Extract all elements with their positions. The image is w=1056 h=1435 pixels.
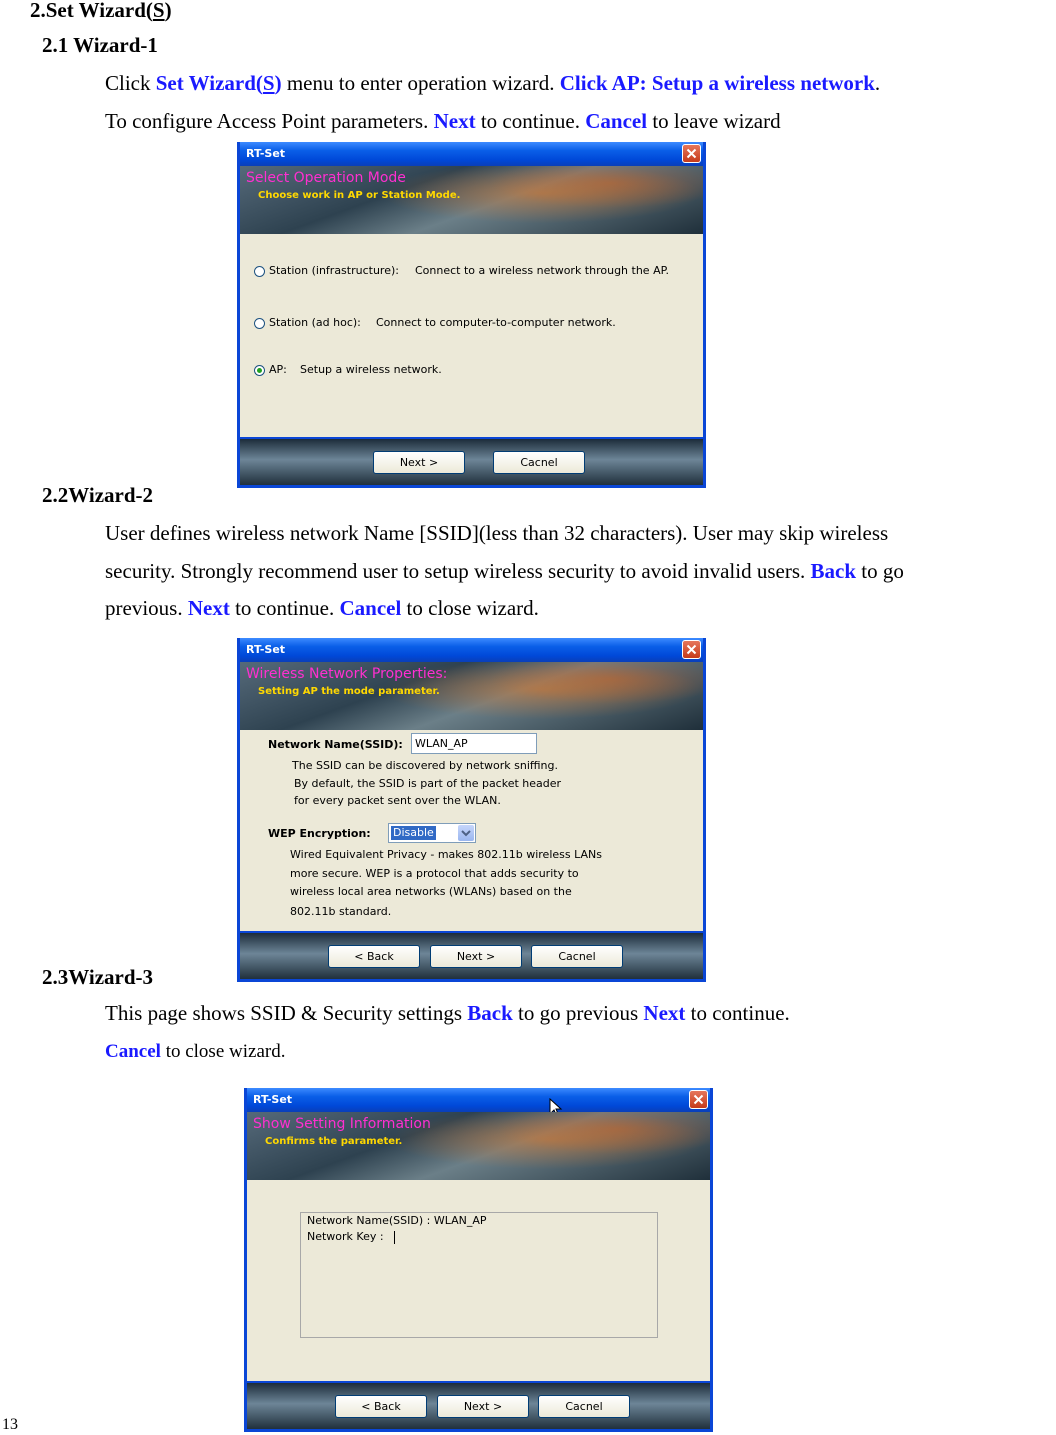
window-title: RT-Set: [246, 147, 286, 160]
highlight-next: Next: [643, 1001, 686, 1025]
option-station-infrastructure-label: Station (infrastructure):: [269, 264, 399, 277]
radio-station-infrastructure[interactable]: [254, 266, 265, 277]
close-button[interactable]: [689, 1090, 708, 1109]
text-run: security. Strongly recommend user to setup wireless security to avoid invalid users.: [105, 558, 811, 583]
close-button[interactable]: [682, 144, 701, 163]
wep-encryption-select[interactable]: [388, 823, 476, 843]
wizard3-line1: [105, 995, 790, 1033]
dialog-banner: [240, 166, 703, 234]
wizard1-paragraph: [105, 65, 880, 140]
wep-help-line: Wired Equivalent Privacy - makes 802.11b wireless LANs: [290, 848, 602, 861]
wep-help-line: 802.11b standard.: [290, 905, 392, 918]
highlight-cancel: Cancel: [105, 1040, 161, 1062]
cancel-button[interactable]: Cacnel: [538, 1395, 630, 1418]
text-run: to close wizard.: [401, 596, 539, 620]
banner-subtitle: Confirms the parameter.: [265, 1136, 403, 1147]
banner-subtitle: Choose work in AP or Station Mode.: [258, 190, 461, 201]
highlight-next: Next: [187, 596, 230, 620]
close-icon: [683, 641, 700, 658]
text-run: S: [262, 71, 275, 95]
dialog-titlebar: [247, 1088, 710, 1112]
option-station-adhoc-label: Station (ad hoc):: [269, 316, 361, 329]
text-run: Click: [105, 71, 156, 95]
text-run: previous.: [105, 596, 188, 620]
text-caret: [394, 1231, 395, 1244]
dialog-banner: [247, 1112, 710, 1180]
info-line-ssid: Network Name(SSID) : WLAN_AP: [307, 1214, 487, 1227]
text-run: ): [274, 71, 282, 95]
chevron-down-icon: [458, 825, 474, 841]
text-run: menu to enter operation wizard.: [281, 71, 560, 95]
close-icon: [683, 145, 700, 162]
close-button[interactable]: [682, 640, 701, 659]
section-heading: [30, 0, 172, 23]
banner-title: Wireless Network Properties:: [246, 666, 448, 682]
option-ap-label: AP:: [269, 363, 287, 376]
section-heading-close: ): [164, 0, 172, 22]
highlight-cancel: Cancel: [339, 596, 402, 620]
text-run: to close wizard.: [160, 1040, 286, 1062]
window-title: RT-Set: [246, 643, 286, 656]
wizard1-heading: 2.1 Wizard-1: [42, 33, 158, 57]
wizard1-dialog: [237, 142, 706, 488]
wizard1-line1: [105, 65, 880, 103]
option-station-infrastructure-desc: Connect to a wireless network through the AP.: [415, 264, 670, 277]
text-run: Set Wizard(: [155, 71, 263, 95]
back-button[interactable]: < Back: [335, 1395, 427, 1418]
dialog-button-bar: [240, 437, 703, 485]
banner-subtitle: Setting AP the mode parameter.: [258, 686, 440, 697]
wizard2-line3: [105, 590, 904, 628]
dialog-titlebar: [240, 638, 703, 662]
wep-label: WEP Encryption:: [268, 827, 371, 840]
wizard3-line2: [105, 1033, 790, 1071]
wizard2-heading: 2.2Wizard-2: [42, 483, 154, 507]
radio-ap[interactable]: [254, 365, 265, 376]
next-button[interactable]: Next >: [430, 945, 522, 968]
wizard1-line2: [105, 103, 880, 141]
wizard2-paragraph: [105, 515, 904, 628]
text-run: to go: [856, 558, 904, 583]
text-run: to continue.: [685, 1001, 790, 1025]
radio-station-adhoc[interactable]: [254, 318, 265, 329]
ssid-help-line: The SSID can be discovered by network sniffing.: [292, 759, 558, 772]
section-heading-text: 2.Set Wizard(: [30, 0, 153, 22]
wep-selected-value: Disable: [393, 826, 434, 839]
highlight-click-ap: Click AP: Setup a wireless network: [559, 71, 875, 95]
window-title: RT-Set: [253, 1093, 293, 1106]
dialog-titlebar: [240, 142, 703, 166]
back-button[interactable]: < Back: [328, 945, 420, 968]
ssid-label: Network Name(SSID):: [268, 738, 403, 751]
highlight-cancel: Cancel: [585, 108, 648, 133]
highlight-set-wizard: [156, 71, 282, 95]
wizard2-line1: User defines wireless network Name [SSID](less than 32 characters). User may skip wireless: [105, 521, 889, 545]
wep-help-line: wireless local area networks (WLANs) based on the: [290, 885, 572, 898]
text-run: to leave wizard: [647, 108, 781, 133]
dialog-banner: [240, 662, 703, 730]
option-station-adhoc-desc: Connect to computer-to-computer network.: [376, 316, 616, 329]
ssid-input[interactable]: WLAN_AP: [411, 733, 537, 754]
wizard3-dialog: [244, 1088, 713, 1432]
text-run: .: [874, 71, 881, 95]
text-run: To configure Access Point parameters.: [105, 108, 434, 133]
next-button[interactable]: Next >: [373, 451, 465, 474]
wizard2-line2: [105, 553, 904, 591]
cancel-button[interactable]: Cacnel: [493, 451, 585, 474]
text-run: to continue.: [475, 108, 586, 133]
section-heading-key: S: [152, 0, 165, 22]
ssid-help-line: By default, the SSID is part of the packet header: [294, 777, 562, 790]
highlight-next: Next: [433, 108, 476, 133]
highlight-back: Back: [467, 1001, 513, 1025]
wep-help-line: more secure. WEP is a protocol that adds security to: [290, 867, 579, 880]
highlight-back: Back: [810, 558, 857, 583]
text-run: to go previous: [512, 1001, 644, 1025]
option-ap-desc: Setup a wireless network.: [300, 363, 442, 376]
info-line-network-key: Network Key :: [307, 1230, 384, 1243]
banner-title: Show Setting Information: [253, 1116, 431, 1132]
banner-title: Select Operation Mode: [246, 170, 406, 186]
close-icon: [690, 1091, 707, 1108]
ssid-help-line: for every packet sent over the WLAN.: [294, 794, 501, 807]
wizard3-heading: 2.3Wizard-3: [42, 965, 154, 989]
text-run: to continue.: [229, 596, 340, 620]
wizard2-dialog: [237, 638, 706, 982]
next-button[interactable]: Next >: [437, 1395, 529, 1418]
wizard3-paragraph: [105, 995, 790, 1070]
cancel-button[interactable]: Cacnel: [531, 945, 623, 968]
text-run: This page shows SSID & Security settings: [105, 1001, 468, 1025]
page-number: 13: [2, 1416, 18, 1433]
